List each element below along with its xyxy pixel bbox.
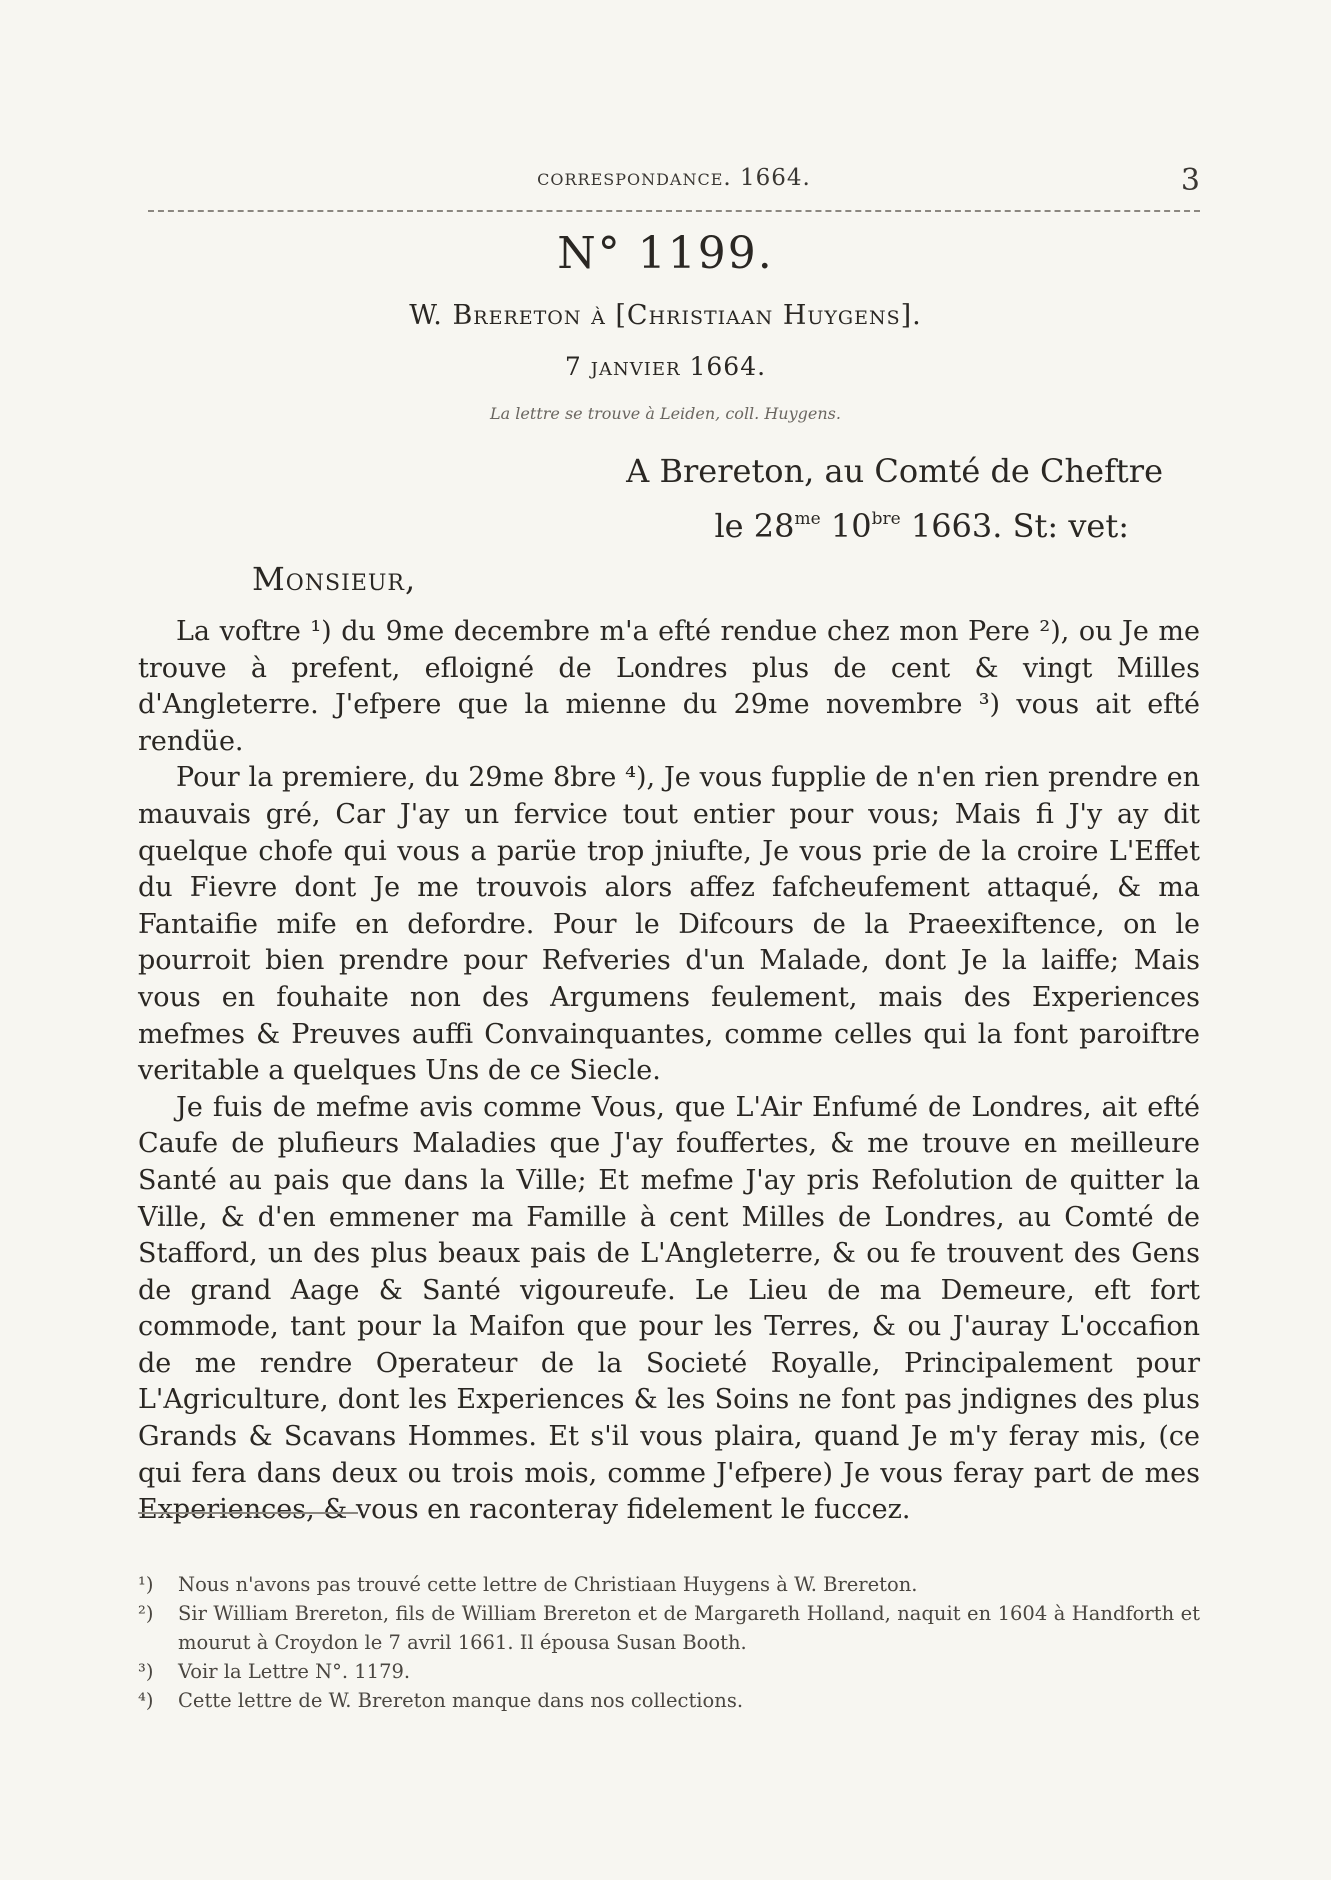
dateline-prefix: le 28 [714,507,795,545]
letter-place: A Brereton, au Comté de Cheftre [626,452,1163,490]
dateline-suffix: 1663. St: vet: [900,507,1129,545]
dateline-sup-2: bre [871,509,901,529]
letter-body [138,614,1200,1529]
footnote-mark: ¹) [138,1573,154,1596]
page-number: 3 [1180,163,1200,198]
running-header [148,165,1200,205]
paragraph-2: Pour la premiere, du 29me 8bre ⁴), Je vous fupplie de n'en rien prendre en mauvais gré, Car J'ay un fervice tout entier pour vous; Mais fi J'y ay dit quelque chofe qui vous a parüe trop jniufte, Je vous prie de la croire L'Effet du Fievre dont Je me trouvois alors affez fafcheufement attaqué, & ma Fantaifie mife en defordre. Pour le Difcours de la Praeexiftence, on le pourroit bien prendre pour Refveries d'un Malade, dont Je la laiffe; Mais vous en fouhaite non des Argumens feulement, mais des Experiences mefmes & Preuves auffi Convainquantes, comme celles qui la font paroiftre veritable a quelques Uns de ce Siecle. [138,762,1200,1087]
running-title: correspondance. 1664. [537,165,811,191]
header-rule [148,210,1200,212]
letter-number: N° 1199. [557,228,774,279]
footnote-text: Sir William Brereton, fils de William Brereton et de Margareth Holland, naquit en 1604 à Handforth et mourut à Croydon le 7 avril 1661. Il épousa Susan Booth. [178,1602,1200,1654]
footnote-text: Nous n'avons pas trouvé cette lettre de Christiaan Huygens à W. Brereton. [178,1573,918,1596]
letter-date: 7 janvier 1664. [564,352,767,381]
footnote [138,1657,1200,1686]
source-note: La lettre se trouve à Leiden, coll. Huygens. [490,404,841,423]
footnotes [138,1570,1200,1715]
footnote-text: Cette lettre de W. Brereton manque dans nos collections. [178,1689,744,1712]
letter-dateline [714,495,1129,550]
footnote [138,1686,1200,1715]
dateline-mid: 10 [820,507,872,545]
footnote [138,1599,1200,1657]
footnote-text: Voir la Lettre N°. 1179. [178,1660,411,1683]
footnote-rule [138,1512,358,1514]
dateline-sup-1: me [794,509,821,529]
footnote-mark: ³) [138,1660,154,1683]
footnote-mark: ²) [138,1602,154,1625]
footnote [138,1570,1200,1599]
letter-title: W. Brereton à [Christiaan Huygens]. [409,300,922,331]
paragraph-3: Je fuis de mefme avis comme Vous, que L'Air Enfumé de Londres, ait efté Caufe de plufieurs Maladies que J'ay fouffertes, & me trouve en meilleure Santé au pais que dans la Ville; Et mefme J'ay pris Refolution de quitter la Ville, & d'en emmener ma Famille à cent Milles de Londres, au Comté de Stafford, un des plus beaux pais de L'Angleterre, & ou fe trouvent des Gens de grand Aage & Santé vigoureufe. Le Lieu de ma Demeure, eft fort commode, tant pour la Maifon que pour les Terres, & ou J'auray L'occafion de me rendre Operateur de la Societé Royalle, Principalement pour L'Agriculture, dont les Experiences & les Soins ne font pas jndignes des plus Grands & Scavans Hommes. Et s'il vous plaira, quand Je m'y feray mis, (ce qui fera dans deux ou trois mois, comme J'efpere) Je vous feray part de mes Experiences, & vous en raconteray fidelement le fuccez. [138,1091,1200,1526]
paragraph-1: La voftre ¹) du 9me decembre m'a efté rendue chez mon Pere ²), ou Je me trouve à prefent, efloigné de Londres plus de cent & vingt Milles d'Angleterre. J'efpere que la mienne du 29me novembre ³) vous ait efté rendüe. [138,616,1200,757]
salutation: Monsieur, [252,560,417,598]
footnote-mark: ⁴) [138,1689,154,1712]
